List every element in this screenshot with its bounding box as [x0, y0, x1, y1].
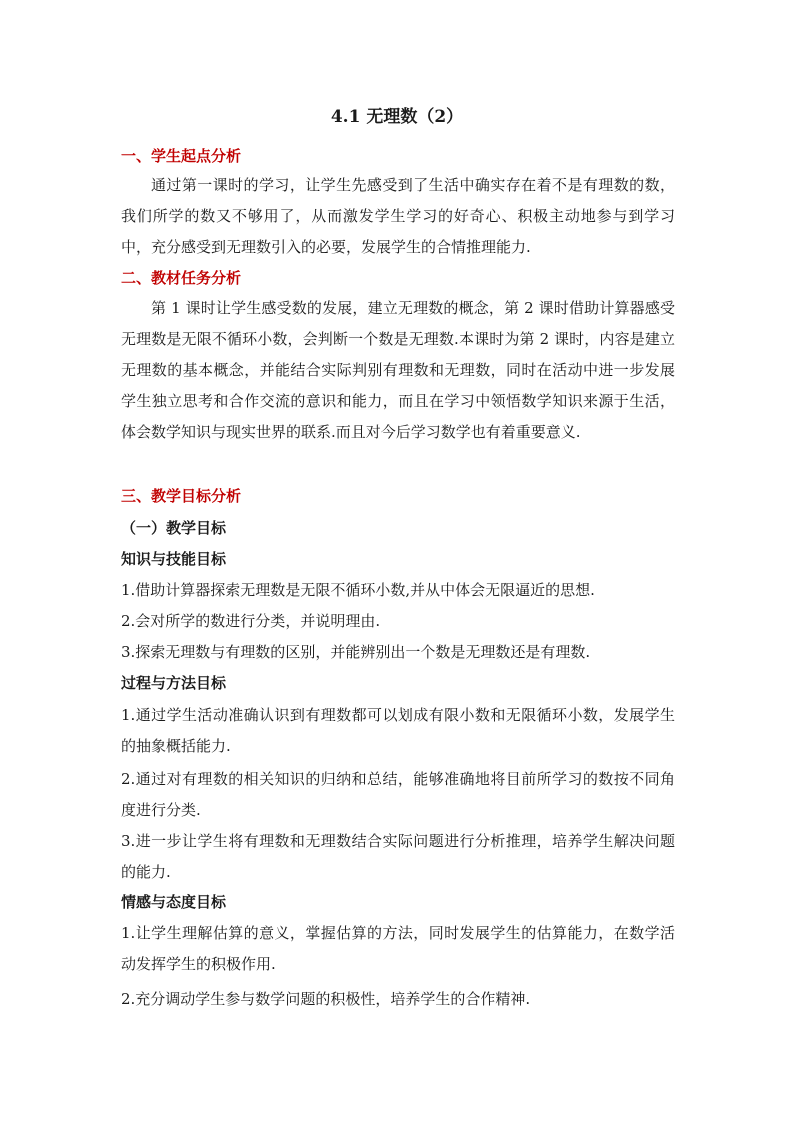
section-heading-textbook-analysis: 二、教材任务分析 [121, 269, 242, 287]
list-item: 2.通过对有理数的相关知识的归纳和总结，能够准确地将目前所学习的数按不同角度进行分类. [121, 770, 675, 819]
list-item: 1.让学生理解估算的意义，掌握估算的方法，同时发展学生的估算能力，在数学活动发挥学生的积极作用. [121, 924, 675, 973]
subheading-teaching-objectives: （一）教学目标 [121, 519, 227, 537]
heading-process-method: 过程与方法目标 [121, 674, 227, 692]
list-item: 3.探索无理数与有理数的区别，并能辨别出一个数是无理数还是有理数. [121, 643, 591, 661]
list-item: 3.进一步让学生将有理数和无理数结合实际问题进行分析推理，培养学生解决问题的能力. [121, 832, 675, 881]
list-item: 2.充分调动学生参与数学问题的积极性，培养学生的合作精神. [121, 990, 531, 1008]
page-title: 4.1 无理数（2） [330, 107, 464, 127]
paragraph-textbook-analysis: 第 1 课时让学生感受数的发展，建立无理数的概念，第 2 课时借助计算器感受无理数是无限不循环小数，会判断一个数是无理数.本课时为第 2 课时，内容是建立无理数的基本概念，并能结合实际判别有理数和无理数，同时在活动中进一步发展学生独立思考和合作交流的意识和能力，而且在学习中领悟数学知识来源于生活，体会数学知识与现实世界的联系.而且对今后学习数学也有着重要意义. [121, 299, 675, 441]
list-item: 2.会对所学的数进行分类，并说明理由. [121, 612, 381, 630]
list-item: 1.通过学生活动准确认识到有理数都可以划成有限小数和无限循环小数，发展学生的抽象概括能力. [121, 706, 675, 755]
heading-emotion-attitude: 情感与态度目标 [121, 893, 227, 911]
section-heading-student-analysis: 一、学生起点分析 [121, 147, 242, 165]
heading-knowledge-skills: 知识与技能目标 [121, 550, 227, 568]
paragraph-student-analysis: 通过第一课时的学习，让学生先感受到了生活中确实存在着不是有理数的数，我们所学的数又不够用了，从而激发学生学习的好奇心、积极主动地参与到学习中，充分感受到无理数引入的必要，发展学生的合情推理能力. [121, 176, 675, 256]
list-item: 1.借助计算器探索无理数是无限不循环小数,并从中体会无限逼近的思想. [121, 581, 595, 599]
section-heading-objectives: 三、教学目标分析 [121, 487, 242, 505]
